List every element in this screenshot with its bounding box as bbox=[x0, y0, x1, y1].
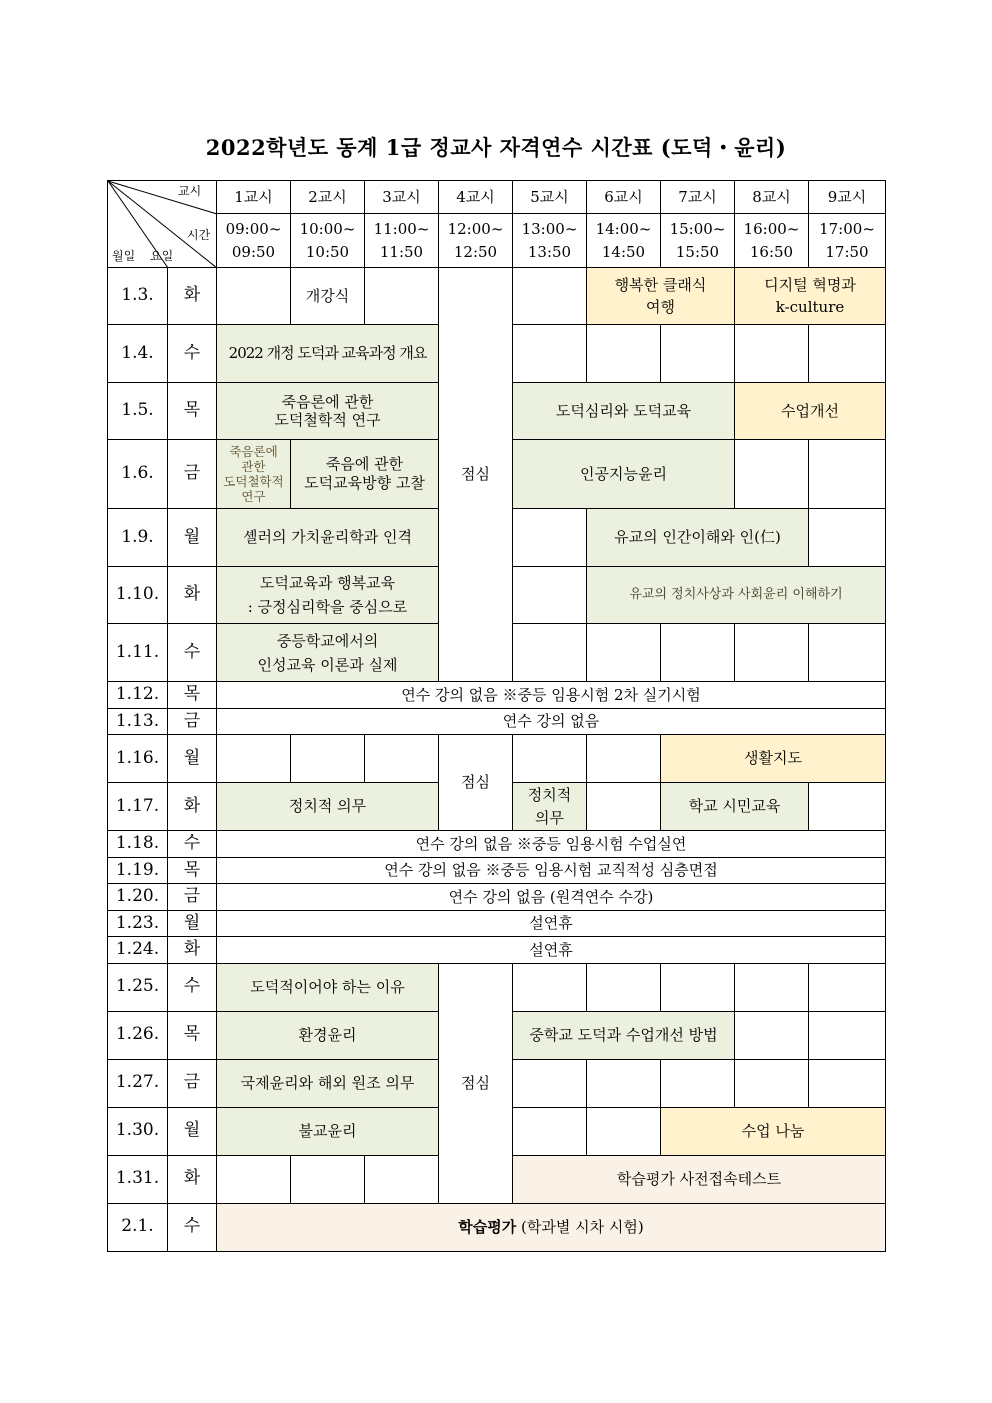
weekday-cell: 수 bbox=[168, 831, 217, 858]
weekday-cell: 수 bbox=[168, 624, 217, 682]
opening-ceremony-cell: 개강식 bbox=[291, 268, 365, 325]
empty-cell bbox=[661, 325, 735, 383]
date-cell: 1.31. bbox=[108, 1155, 168, 1203]
weekday-cell: 화 bbox=[168, 783, 217, 831]
date-cell: 1.20. bbox=[108, 884, 168, 911]
period-header: 5교시 bbox=[513, 181, 587, 214]
lecture-cell: 불교윤리 bbox=[217, 1107, 439, 1155]
empty-cell bbox=[587, 783, 661, 831]
lecture-cell: 죽음론에 관한 도덕철학적 연구 bbox=[217, 383, 439, 440]
empty-cell bbox=[809, 1059, 886, 1107]
empty-cell bbox=[365, 735, 439, 783]
empty-cell bbox=[513, 735, 587, 783]
period-header: 7교시 bbox=[661, 181, 735, 214]
date-cell: 1.3. bbox=[108, 268, 168, 325]
lecture-cell: 도덕적이어야 하는 이유 bbox=[217, 963, 439, 1011]
period-time: 12:00~ 12:50 bbox=[439, 214, 513, 268]
empty-cell bbox=[513, 963, 587, 1011]
corner-period-label: 교시 bbox=[178, 184, 202, 198]
weekday-cell: 목 bbox=[168, 857, 217, 884]
date-cell: 1.5. bbox=[108, 383, 168, 440]
no-lecture-note: 연수 강의 없음 (원격연수 수강) bbox=[217, 884, 886, 911]
empty-cell bbox=[735, 624, 809, 682]
date-cell: 1.24. bbox=[108, 937, 168, 964]
header-corner-cell bbox=[108, 181, 217, 268]
weekday-cell: 월 bbox=[168, 1107, 217, 1155]
no-lecture-note: 연수 강의 없음 ※중등 임용시험 2차 실기시험 bbox=[217, 682, 886, 709]
date-cell: 1.25. bbox=[108, 963, 168, 1011]
empty-cell bbox=[587, 735, 661, 783]
date-cell: 2.1. bbox=[108, 1203, 168, 1251]
period-time: 14:00~ 14:50 bbox=[587, 214, 661, 268]
period-time: 13:00~ 13:50 bbox=[513, 214, 587, 268]
table-row bbox=[108, 831, 886, 858]
period-header: 2교시 bbox=[291, 181, 365, 214]
lecture-cell: 디지털 혁명과 k-culture bbox=[735, 268, 886, 325]
date-cell: 1.18. bbox=[108, 831, 168, 858]
date-cell: 1.4. bbox=[108, 325, 168, 383]
date-cell: 1.30. bbox=[108, 1107, 168, 1155]
empty-cell bbox=[587, 1059, 661, 1107]
empty-cell bbox=[513, 567, 587, 624]
empty-cell bbox=[217, 268, 291, 325]
lecture-cell: 유교의 인간이해와 인(仁) bbox=[587, 509, 809, 567]
weekday-cell: 화 bbox=[168, 1155, 217, 1203]
lunch-cell: 점심 bbox=[439, 735, 513, 831]
empty-cell bbox=[291, 1155, 365, 1203]
empty-cell bbox=[809, 624, 886, 682]
date-cell: 1.26. bbox=[108, 1011, 168, 1059]
weekday-cell: 월 bbox=[168, 509, 217, 567]
empty-cell bbox=[735, 963, 809, 1011]
period-time: 11:00~ 11:50 bbox=[365, 214, 439, 268]
page-title: 2022학년도 동계 1급 정교사 자격연수 시간표 (도덕・윤리) bbox=[205, 135, 787, 160]
empty-cell bbox=[735, 440, 809, 509]
lecture-cell: 수업 나눔 bbox=[661, 1107, 886, 1155]
date-cell: 1.17. bbox=[108, 783, 168, 831]
lecture-cell: 2022 개정 도덕과 교육과정 개요 bbox=[217, 325, 439, 383]
empty-cell bbox=[217, 735, 291, 783]
lecture-cell: 국제윤리와 해외 원조 의무 bbox=[217, 1059, 439, 1107]
empty-cell bbox=[661, 963, 735, 1011]
empty-cell bbox=[513, 1059, 587, 1107]
empty-cell bbox=[587, 963, 661, 1011]
date-cell: 1.12. bbox=[108, 682, 168, 709]
corner-date-label: 월일 bbox=[112, 249, 136, 263]
empty-cell bbox=[809, 325, 886, 383]
lecture-cell: 정치적 의무 bbox=[513, 783, 587, 831]
weekday-cell: 수 bbox=[168, 963, 217, 1011]
empty-cell bbox=[291, 735, 365, 783]
period-time: 10:00~ 10:50 bbox=[291, 214, 365, 268]
header-row-times bbox=[108, 214, 886, 268]
header-row-periods bbox=[108, 181, 886, 214]
lecture-cell: 중학교 도덕과 수업개선 방법 bbox=[513, 1011, 735, 1059]
weekday-cell: 월 bbox=[168, 735, 217, 783]
table-row bbox=[108, 708, 886, 735]
lunch-cell: 점심 bbox=[439, 268, 513, 682]
exam-title: 학습평가 bbox=[458, 1217, 517, 1236]
period-time: 16:00~ 16:50 bbox=[735, 214, 809, 268]
table-row bbox=[108, 937, 886, 964]
empty-cell bbox=[587, 325, 661, 383]
lecture-cell: 정치적 의무 bbox=[217, 783, 439, 831]
corner-time-label: 시간 bbox=[187, 228, 211, 242]
lecture-cell: 생활지도 bbox=[661, 735, 886, 783]
date-cell: 1.9. bbox=[108, 509, 168, 567]
table-row bbox=[108, 682, 886, 709]
timetable bbox=[107, 180, 886, 1252]
lecture-cell: 유교의 정치사상과 사회윤리 이해하기 bbox=[587, 567, 886, 624]
period-time: 15:00~ 15:50 bbox=[661, 214, 735, 268]
period-header: 3교시 bbox=[365, 181, 439, 214]
weekday-cell: 금 bbox=[168, 1059, 217, 1107]
period-time: 09:00~ 09:50 bbox=[217, 214, 291, 268]
empty-cell bbox=[513, 509, 587, 567]
no-lecture-note: 연수 강의 없음 ※중등 임용시험 수업실연 bbox=[217, 831, 886, 858]
period-header: 4교시 bbox=[439, 181, 513, 214]
corner-weekday-label: 요일 bbox=[150, 249, 174, 263]
period-header: 8교시 bbox=[735, 181, 809, 214]
empty-cell bbox=[661, 1059, 735, 1107]
date-cell: 1.16. bbox=[108, 735, 168, 783]
lecture-cell: 학교 시민교육 bbox=[661, 783, 809, 831]
lecture-cell: 도덕심리와 도덕교육 bbox=[513, 383, 735, 440]
date-cell: 1.13. bbox=[108, 708, 168, 735]
lunch-cell: 점심 bbox=[439, 963, 513, 1203]
lecture-cell: 중등학교에서의 인성교육 이론과 실제 bbox=[217, 624, 439, 682]
empty-cell bbox=[513, 325, 587, 383]
weekday-cell: 화 bbox=[168, 567, 217, 624]
no-lecture-note: 연수 강의 없음 ※중등 임용시험 교직적성 심층면접 bbox=[217, 857, 886, 884]
weekday-cell: 목 bbox=[168, 1011, 217, 1059]
empty-cell bbox=[661, 624, 735, 682]
date-cell: 1.11. bbox=[108, 624, 168, 682]
holiday-note: 설연휴 bbox=[217, 937, 886, 964]
weekday-cell: 금 bbox=[168, 884, 217, 911]
date-cell: 1.19. bbox=[108, 857, 168, 884]
weekday-cell: 화 bbox=[168, 268, 217, 325]
empty-cell bbox=[735, 1059, 809, 1107]
holiday-note: 설연휴 bbox=[217, 910, 886, 937]
empty-cell bbox=[217, 1155, 291, 1203]
period-header: 9교시 bbox=[809, 181, 886, 214]
date-cell: 1.23. bbox=[108, 910, 168, 937]
empty-cell bbox=[809, 783, 886, 831]
period-time: 17:00~ 17:50 bbox=[809, 214, 886, 268]
empty-cell bbox=[809, 509, 886, 567]
lecture-cell: 셸러의 가치윤리학과 인격 bbox=[217, 509, 439, 567]
lecture-cell: 수업개선 bbox=[735, 383, 886, 440]
exam-note: (학과별 시차 시험) bbox=[516, 1217, 644, 1236]
weekday-cell: 금 bbox=[168, 708, 217, 735]
weekday-cell: 목 bbox=[168, 682, 217, 709]
empty-cell bbox=[587, 1107, 661, 1155]
empty-cell bbox=[365, 1155, 439, 1203]
lecture-cell: 학습평가 사전접속테스트 bbox=[513, 1155, 886, 1203]
table-row bbox=[108, 1203, 886, 1251]
empty-cell bbox=[735, 1011, 809, 1059]
empty-cell bbox=[809, 963, 886, 1011]
lecture-cell: 인공지능윤리 bbox=[513, 440, 735, 509]
empty-cell bbox=[513, 624, 587, 682]
table-row bbox=[108, 268, 886, 325]
weekday-cell: 금 bbox=[168, 440, 217, 509]
table-row bbox=[108, 910, 886, 937]
weekday-cell: 수 bbox=[168, 325, 217, 383]
table-row bbox=[108, 857, 886, 884]
weekday-cell: 월 bbox=[168, 910, 217, 937]
lecture-cell: 환경윤리 bbox=[217, 1011, 439, 1059]
empty-cell bbox=[365, 268, 439, 325]
weekday-cell: 수 bbox=[168, 1203, 217, 1251]
table-row bbox=[108, 735, 886, 783]
weekday-cell: 목 bbox=[168, 383, 217, 440]
table-row bbox=[108, 963, 886, 1011]
final-exam-cell bbox=[217, 1203, 886, 1251]
date-cell: 1.10. bbox=[108, 567, 168, 624]
date-cell: 1.6. bbox=[108, 440, 168, 509]
weekday-cell: 화 bbox=[168, 937, 217, 964]
lecture-cell: 죽음론에 관한 도덕철학적 연구 bbox=[217, 440, 291, 509]
table-row bbox=[108, 884, 886, 911]
empty-cell bbox=[587, 624, 661, 682]
empty-cell bbox=[809, 440, 886, 509]
empty-cell bbox=[513, 1107, 587, 1155]
lecture-cell: 죽음에 관한 도덕교육방향 고찰 bbox=[291, 440, 439, 509]
lecture-cell: 행복한 클래식 여행 bbox=[587, 268, 735, 325]
empty-cell bbox=[809, 1011, 886, 1059]
empty-cell bbox=[735, 325, 809, 383]
no-lecture-note: 연수 강의 없음 bbox=[217, 708, 886, 735]
empty-cell bbox=[513, 268, 587, 325]
lecture-cell: 도덕교육과 행복교육 : 긍정심리학을 중심으로 bbox=[217, 567, 439, 624]
date-cell: 1.27. bbox=[108, 1059, 168, 1107]
period-header: 1교시 bbox=[217, 181, 291, 214]
period-header: 6교시 bbox=[587, 181, 661, 214]
